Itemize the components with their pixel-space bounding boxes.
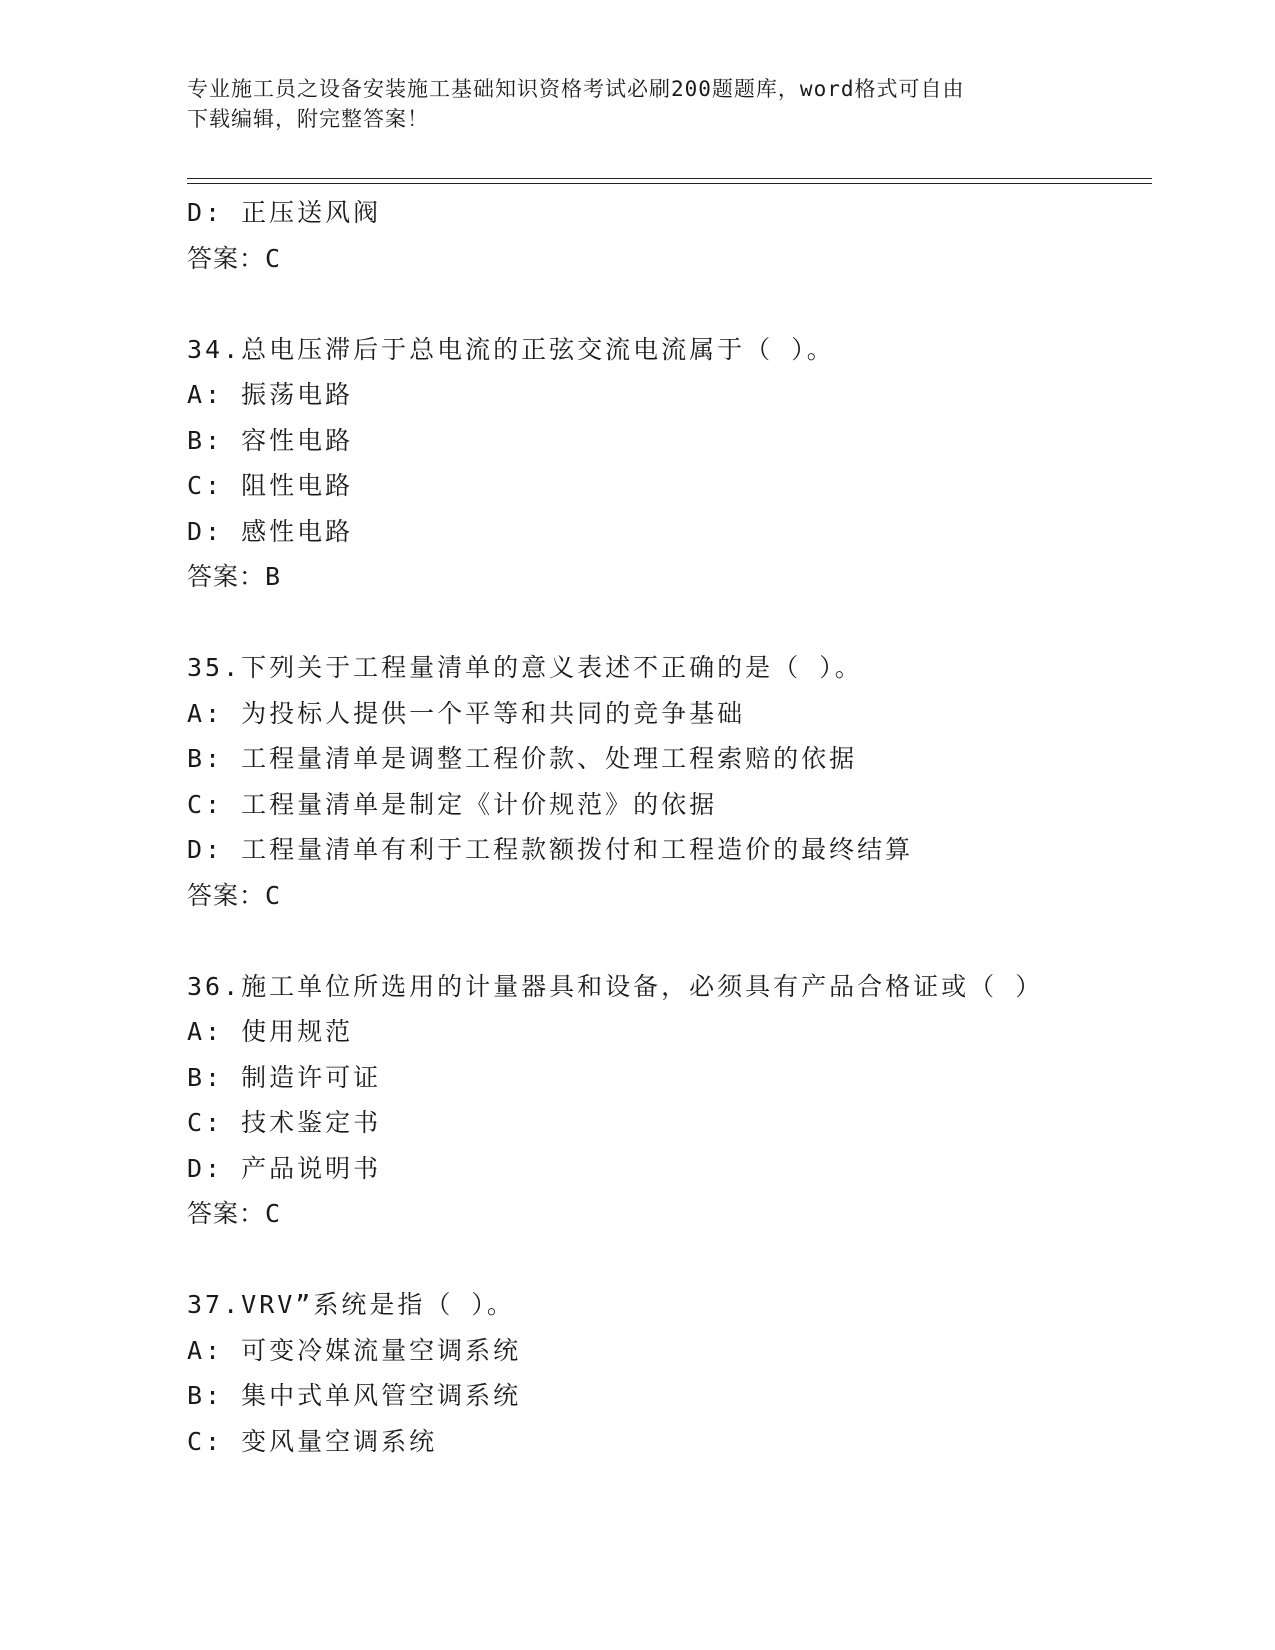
question-stem: 35.下列关于工程量清单的意义表述不正确的是（ ）。 (187, 653, 863, 682)
option-b: B: 制造许可证 (187, 1062, 382, 1092)
option-b: B: 容性电路 (187, 425, 354, 455)
header-rule-bottom (187, 183, 1152, 184)
question-stem: 37.VRV”系统是指（ ）。 (187, 1290, 515, 1319)
option-c: C: 工程量清单是制定《计价规范》的依据 (187, 789, 718, 819)
option-d: D: 工程量清单有利于工程款额拨付和工程造价的最终结算 (187, 835, 914, 864)
spacer (187, 600, 1187, 646)
option-a: A: 振荡电路 (187, 380, 354, 409)
carryover-answer: 答案：C (187, 243, 282, 273)
option-a: A: 使用规范 (187, 1017, 354, 1046)
spacer (187, 1237, 1187, 1283)
answer: 答案：C (187, 1199, 282, 1228)
question-34 (187, 327, 1187, 600)
question-37 (187, 1282, 1187, 1464)
option-a: A: 为投标人提供一个平等和共同的竞争基础 (187, 698, 746, 728)
option-b: B: 集中式单风管空调系统 (187, 1381, 522, 1410)
option-a: A: 可变冷媒流量空调系统 (187, 1335, 522, 1365)
answer: 答案：C (187, 880, 282, 910)
spacer (187, 918, 1187, 964)
option-c: C: 技术鉴定书 (187, 1108, 382, 1137)
option-d: D: 产品说明书 (187, 1153, 382, 1183)
header-rule-top (187, 178, 1152, 179)
question-stem: 34.总电压滞后于总电流的正弦交流电流属于（ ）。 (187, 334, 835, 364)
question-35 (187, 645, 1187, 918)
option-b: B: 工程量清单是调整工程价款、处理工程索赔的依据 (187, 744, 858, 773)
answer: 答案：B (187, 562, 282, 591)
carryover-option-d: D: 正压送风阀 (187, 198, 382, 227)
question-36 (187, 964, 1187, 1237)
spacer (187, 281, 1187, 327)
option-d: D: 感性电路 (187, 516, 354, 546)
document-header (187, 74, 1087, 134)
header-line-1: 专业施工员之设备安装施工基础知识资格考试必刷200题题库，word格式可自由 (187, 77, 965, 101)
header-line-2: 下载编辑，附完整答案！ (187, 107, 429, 131)
option-c: C: 变风量空调系统 (187, 1426, 438, 1456)
document-body (187, 190, 1187, 1464)
option-c: C: 阻性电路 (187, 471, 354, 500)
question-stem: 36.施工单位所选用的计量器具和设备，必须具有产品合格证或（ ） (187, 971, 1044, 1001)
